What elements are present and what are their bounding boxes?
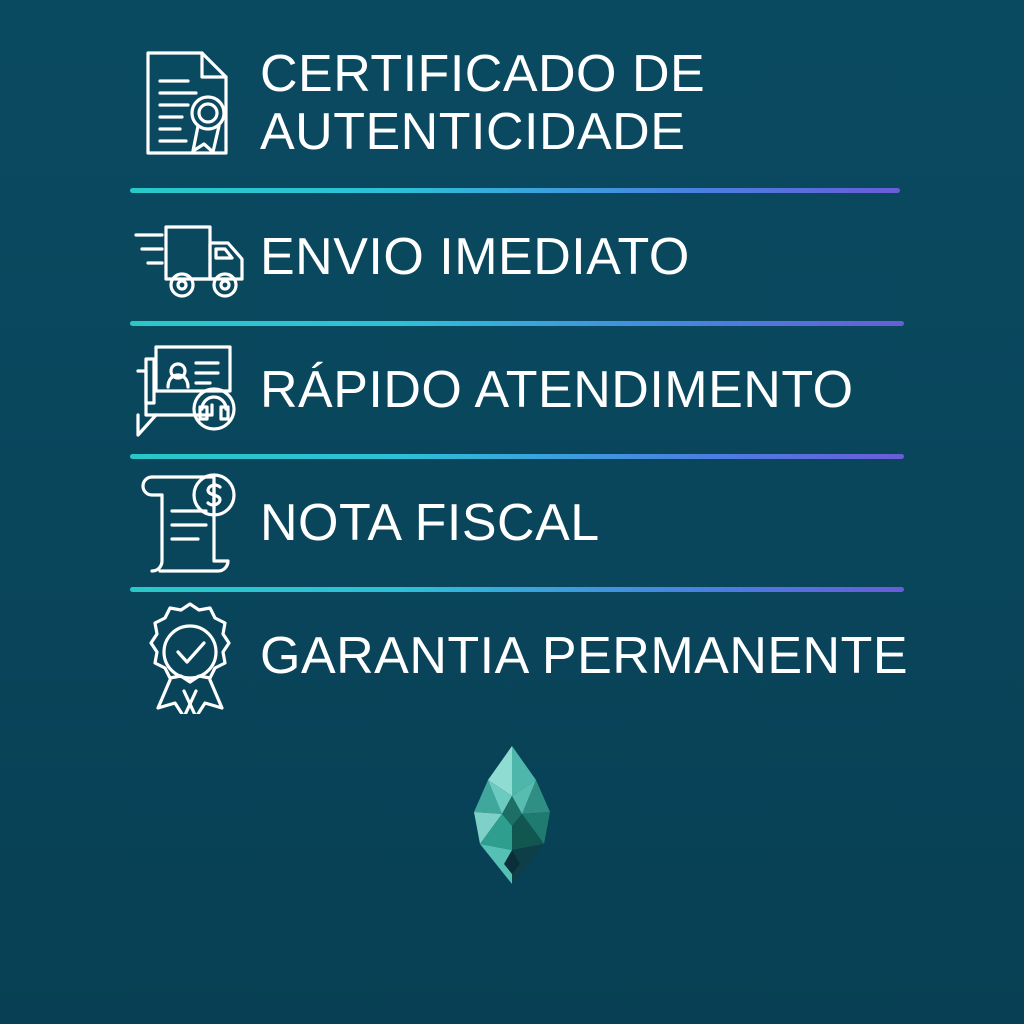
feature-item-atendimento	[0, 326, 1024, 454]
feature-label: GARANTIA PERMANENTE	[260, 626, 909, 685]
invoice-receipt-icon	[130, 464, 250, 582]
feature-label: ENVIO IMEDIATO	[260, 227, 690, 286]
feature-item-envio	[0, 193, 1024, 321]
customer-support-chat-icon	[130, 331, 250, 449]
logo-area	[0, 720, 1024, 1024]
feature-label: RÁPIDO ATENDIMENTO	[260, 360, 854, 419]
certificate-document-icon	[130, 44, 250, 162]
feature-item-nota-fiscal	[0, 459, 1024, 587]
feature-item-certificado	[0, 18, 1024, 188]
feature-label: NOTA FISCAL	[260, 493, 600, 552]
feature-item-garantia	[0, 592, 1024, 720]
gemstone-logo-icon	[452, 740, 572, 895]
delivery-truck-icon	[130, 198, 250, 316]
feature-label: CERTIFICADO DE AUTENTICIDADE	[260, 44, 706, 161]
guarantee-badge-icon	[130, 597, 250, 715]
